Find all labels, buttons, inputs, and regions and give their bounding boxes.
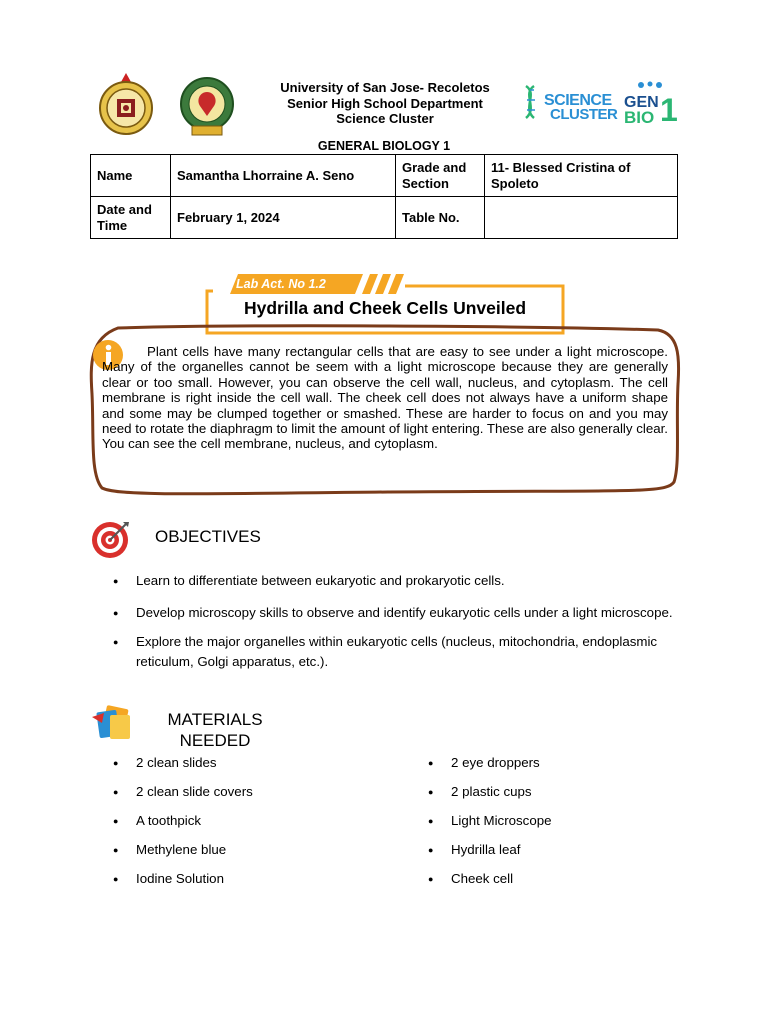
- date-label: Date and Time: [91, 197, 171, 239]
- lab-act-tag: [228, 274, 406, 294]
- grade-value: 11- Blessed Cristina of Spoleto: [485, 155, 678, 197]
- list-item: ● 2 plastic cups: [428, 782, 668, 802]
- objectives-list: [113, 571, 673, 672]
- name-value: Samantha Lhorraine A. Seno: [171, 155, 396, 197]
- intro-paragraph: [102, 344, 668, 452]
- name-label: Name: [91, 155, 171, 197]
- list-item: ● A toothpick: [113, 811, 403, 831]
- activity-title: Hydrilla and Cheek Cells Unveiled: [243, 298, 527, 318]
- subject-title: GENERAL BIOLOGY 1: [317, 139, 451, 153]
- intro-text: Plant cells have many rectangular cells that are easy to see under a light microscope. Many of the organelles cannot be seem with a light microscope because they are generally clear or too small. However, you can observe the cell wall, nucleus, and cytoplasm. The cell membrane is right inside the cell wall. The cheek cell does not always have a uniform shape and some may be clumped together or smashed. These are harder to focus on and you may need to rotate the diaphragm to limit the amount of light entering. These are also generally clear. You can see the cell membrane, nucleus, and cytoplasm.: [102, 344, 668, 452]
- university-seal-icon: [93, 70, 159, 136]
- materials-list-left: [113, 753, 403, 889]
- student-info-table: [90, 154, 678, 239]
- target-icon: [90, 518, 132, 560]
- materials-icon: [90, 703, 136, 741]
- objectives-heading: OBJECTIVES: [155, 527, 261, 546]
- list-item: ● Light Microscope: [428, 811, 668, 831]
- list-item: ● Methylene blue: [113, 840, 403, 860]
- table-no-label: Table No.: [396, 197, 485, 239]
- logo-cluster-word: CLUSTER: [550, 106, 618, 123]
- lab-act-number: Lab Act. No 1.2: [236, 277, 326, 291]
- materials-heading-line1: MATERIALS: [167, 710, 263, 729]
- list-item: ● Cheek cell: [428, 869, 668, 889]
- logo-bio-word: BIO: [624, 108, 655, 127]
- list-item: ● Iodine Solution: [113, 869, 403, 889]
- list-item: ● Develop microscopy skills to observe and identify eukaryotic cells under a light microscope.: [113, 603, 673, 623]
- logo-gen-word: GEN: [624, 94, 659, 111]
- table-no-value: [485, 197, 678, 239]
- list-item: ● Explore the major organelles within eukaryotic cells (nucleus, mitochondria, endoplasmic reticulum, Golgi apparatus, etc.).: [113, 632, 673, 672]
- logo-science-word: SCIENCE: [544, 92, 612, 109]
- school-header: [230, 80, 540, 127]
- list-item: ● 2 clean slides: [113, 753, 403, 773]
- date-value: February 1, 2024: [171, 197, 396, 239]
- list-item: ● 2 clean slide covers: [113, 782, 403, 802]
- logo-number-one: 1: [660, 92, 678, 128]
- header-department: Senior High School Department: [287, 95, 483, 111]
- materials-list-right: [428, 753, 668, 889]
- list-item: ● Hydrilla leaf: [428, 840, 668, 860]
- materials-heading-line2: NEEDED: [179, 731, 251, 750]
- header-university: University of San Jose- Recoletos: [280, 80, 490, 95]
- materials-heading: [150, 709, 280, 751]
- header-cluster: Science Cluster: [336, 111, 434, 126]
- list-item: ● Learn to differentiate between eukaryotic and prokaryotic cells.: [113, 571, 673, 591]
- science-cluster-logo: [520, 80, 680, 128]
- grade-label: Grade and Section: [396, 155, 485, 197]
- list-item: ● 2 eye droppers: [428, 753, 668, 773]
